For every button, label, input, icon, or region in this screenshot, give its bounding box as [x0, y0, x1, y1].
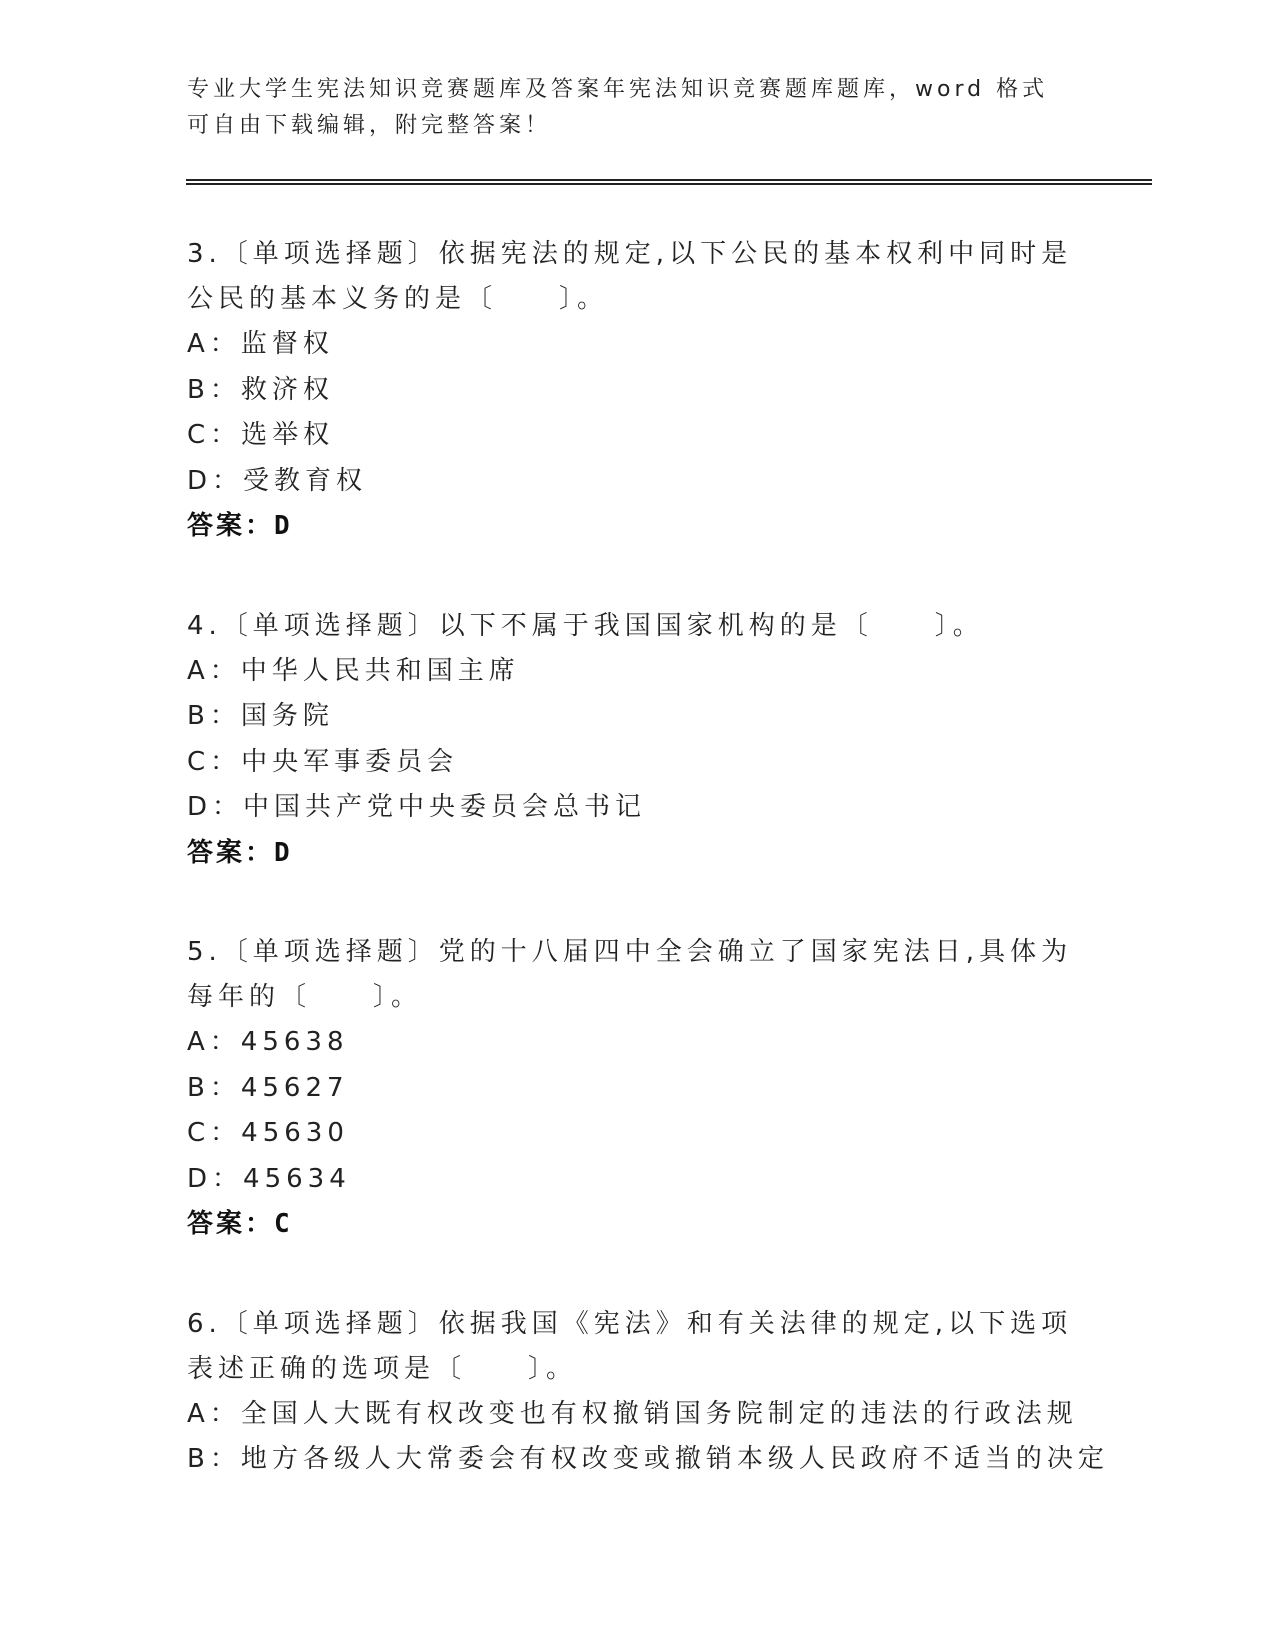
answer-value: D [274, 511, 293, 541]
option-c: C：45630 [187, 1118, 349, 1148]
answer-line [187, 831, 1087, 877]
answer-label: 答案： [187, 1209, 275, 1239]
option-a: A：中华人民共和国主席 [187, 655, 520, 686]
option-b: B：45627 [187, 1072, 349, 1103]
answer-line [187, 504, 1087, 550]
answer-label: 答案： [187, 837, 275, 868]
question-item [187, 1302, 1109, 1483]
question-text: 5.〔单项选择题〕党的十八届四中全会确立了国家宪法日,具体为每年的〔 〕。 [187, 937, 1073, 1012]
option-d: D：中国共产党中央委员会总书记 [187, 792, 647, 822]
question-list [187, 232, 1109, 1537]
answer-value: C [274, 1209, 293, 1239]
option-a: A：监督权 [187, 329, 334, 359]
question-text: 4.〔单项选择题〕以下不属于我国国家机构的是〔 〕。 [187, 610, 984, 641]
option-b: B：国务院 [187, 701, 334, 731]
option-a: A：全国人大既有权改变也有权撤销国务院制定的违法的行政法规 [187, 1398, 1078, 1429]
option-b: B：救济权 [187, 374, 334, 405]
question-item [187, 930, 1087, 1248]
option-b: B：地方各级人大常委会有权改变或撤销本级人民政府不适当的决定 [187, 1444, 1109, 1474]
option-d: D：45634 [187, 1163, 351, 1194]
option-c: C：中央军事委员会 [187, 746, 459, 777]
option-c: C：选举权 [187, 420, 335, 450]
question-item [187, 232, 1087, 550]
question-text: 6.〔单项选择题〕依据我国《宪法》和有关法律的规定,以下选项表述正确的选项是〔 〕。 [187, 1308, 1073, 1384]
option-d: D：受教育权 [187, 465, 368, 496]
header-double-rule [186, 179, 1152, 185]
option-a: A：45638 [187, 1027, 349, 1057]
header-intro-text: 专业大学生宪法知识竞赛题库及答案年宪法知识竞赛题库题库，word 格式可自由下载编辑，附完整答案！ [187, 77, 1049, 138]
answer-label: 答案： [187, 511, 275, 541]
question-item [187, 604, 1087, 877]
answer-line [187, 1202, 1087, 1248]
answer-value: D [274, 837, 293, 868]
document-header [187, 72, 1067, 144]
question-text: 3.〔单项选择题〕依据宪法的规定,以下公民的基本权利中同时是公民的基本义务的是〔 〕。 [187, 239, 1073, 314]
